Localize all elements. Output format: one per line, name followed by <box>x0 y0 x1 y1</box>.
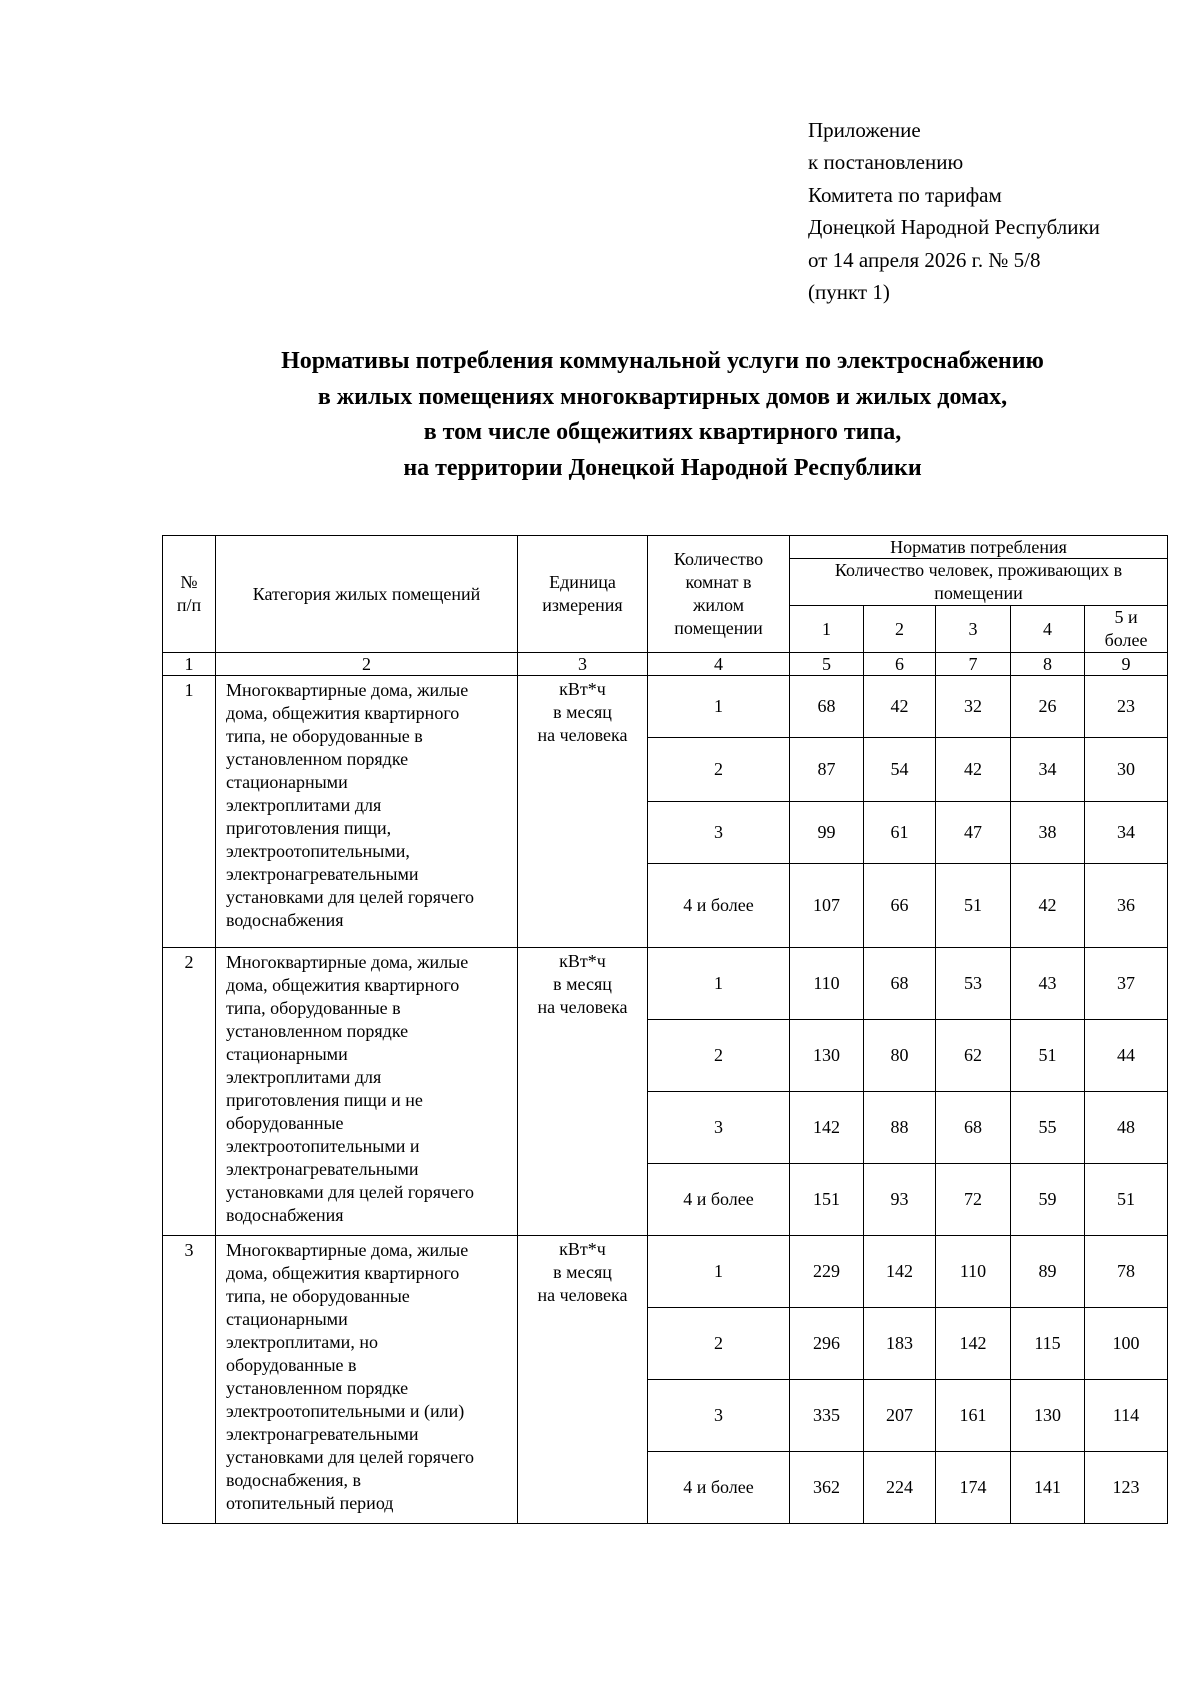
column-number: 1 <box>163 653 216 676</box>
value-cell: 44 <box>1085 1020 1168 1092</box>
rooms-cell: 1 <box>648 948 790 1020</box>
unit-cell <box>518 676 648 948</box>
value-cell: 80 <box>864 1020 936 1092</box>
category-line: установками для целей горячего <box>226 1182 475 1202</box>
header-category: Категория жилых помещений <box>216 536 518 653</box>
value-cell: 88 <box>864 1092 936 1164</box>
category-line: водоснабжения, в <box>226 1470 362 1490</box>
value-cell: 23 <box>1085 676 1168 738</box>
header-unit-line: измерения <box>542 595 623 615</box>
column-number: 6 <box>864 653 936 676</box>
value-cell: 26 <box>1011 676 1085 738</box>
value-cell: 32 <box>936 676 1011 738</box>
value-cell: 48 <box>1085 1092 1168 1164</box>
appendix-line: Приложение <box>808 118 921 142</box>
value-cell: 51 <box>1011 1020 1085 1092</box>
unit-line: на человека <box>537 997 628 1017</box>
header-norm: Норматив потребления <box>790 536 1168 559</box>
unit-cell <box>518 948 648 1236</box>
category-line: электронагревательными <box>226 1424 419 1444</box>
header-people-col: 4 <box>1011 606 1085 653</box>
value-cell: 110 <box>936 1236 1011 1308</box>
row-number: 1 <box>163 676 216 948</box>
header-rooms-line: комнат в <box>685 572 752 592</box>
header-row <box>163 536 1168 559</box>
value-cell: 335 <box>790 1380 864 1452</box>
value-cell: 100 <box>1085 1308 1168 1380</box>
value-cell: 224 <box>864 1452 936 1524</box>
title-line: в том числе общежитиях квартирного типа, <box>423 419 902 445</box>
title-line: Нормативы потребления коммунальной услуги по электроснабжению <box>281 348 1044 374</box>
value-cell: 174 <box>936 1452 1011 1524</box>
value-cell: 34 <box>1085 802 1168 864</box>
category-line: установками для целей горячего <box>226 1447 475 1467</box>
value-cell: 68 <box>936 1092 1011 1164</box>
value-cell: 54 <box>864 738 936 802</box>
appendix-line: Комитета по тарифам <box>808 182 1002 207</box>
header-people-col: 3 <box>936 606 1011 653</box>
value-cell: 114 <box>1085 1380 1168 1452</box>
column-number: 2 <box>216 653 518 676</box>
title-line: на территории Донецкой Народной Республики <box>403 454 922 481</box>
header-people-col-line: более <box>1104 630 1148 650</box>
value-cell: 72 <box>936 1164 1011 1236</box>
value-cell: 110 <box>790 948 864 1020</box>
value-cell: 51 <box>936 864 1011 948</box>
unit-line: на человека <box>537 725 628 745</box>
category-line: электроотопительными, <box>226 841 410 861</box>
category-line: водоснабжения <box>226 910 344 930</box>
rooms-cell: 4 и более <box>648 1452 790 1524</box>
table-body <box>163 536 1168 1524</box>
row-number: 2 <box>163 948 216 1236</box>
value-cell: 55 <box>1011 1092 1085 1164</box>
category-line: оборудованные в <box>226 1355 357 1375</box>
column-number: 5 <box>790 653 864 676</box>
value-cell: 161 <box>936 1380 1011 1452</box>
rooms-cell: 2 <box>648 738 790 802</box>
value-cell: 142 <box>790 1092 864 1164</box>
column-number: 7 <box>936 653 1011 676</box>
header-unit-line: Единица <box>549 572 616 592</box>
category-line: приготовления пищи, <box>226 818 392 838</box>
header-num <box>163 536 216 653</box>
value-cell: 78 <box>1085 1236 1168 1308</box>
header-people-col: 2 <box>864 606 936 653</box>
category-line: установками для целей горячего <box>226 887 475 907</box>
header-people-col: 1 <box>790 606 864 653</box>
value-cell: 68 <box>790 676 864 738</box>
column-number: 9 <box>1085 653 1168 676</box>
value-cell: 42 <box>936 738 1011 802</box>
value-cell: 141 <box>1011 1452 1085 1524</box>
category-line: электронагревательными <box>226 864 419 884</box>
category-line: электроплитами для <box>226 795 382 815</box>
category-line: установленном порядке <box>226 1021 409 1041</box>
column-numbers-row <box>163 653 1168 676</box>
rooms-cell: 3 <box>648 1380 790 1452</box>
header-rooms-line: Количество <box>673 549 764 569</box>
value-cell: 62 <box>936 1020 1011 1092</box>
document-title <box>0 344 1200 486</box>
value-cell: 47 <box>936 802 1011 864</box>
category-line: стационарными <box>226 1309 348 1329</box>
category-cell <box>216 676 518 948</box>
unit-line: кВт*ч <box>559 951 606 971</box>
appendix-line: от 14 апреля 2026 г. № 5/8 <box>808 247 1041 272</box>
category-line: электроотопительными и (или) <box>226 1401 465 1421</box>
column-number: 8 <box>1011 653 1085 676</box>
category-line: Многоквартирные дома, жилые <box>226 1240 469 1260</box>
category-line: дома, общежития квартирного <box>226 975 460 995</box>
value-cell: 59 <box>1011 1164 1085 1236</box>
unit-line: в месяц <box>553 702 612 722</box>
value-cell: 183 <box>864 1308 936 1380</box>
category-line: водоснабжения <box>226 1205 344 1225</box>
appendix-line: Донецкой Народной Республики <box>808 215 1100 240</box>
value-cell: 30 <box>1085 738 1168 802</box>
unit-line: кВт*ч <box>559 1239 606 1259</box>
value-cell: 37 <box>1085 948 1168 1020</box>
category-line: приготовления пищи и не <box>226 1090 423 1110</box>
value-cell: 42 <box>864 676 936 738</box>
category-line: дома, общежития квартирного <box>226 703 460 723</box>
rooms-cell: 2 <box>648 1308 790 1380</box>
value-cell: 151 <box>790 1164 864 1236</box>
header-people-col-line: 5 и <box>1114 607 1138 627</box>
column-number: 3 <box>518 653 648 676</box>
column-number: 4 <box>648 653 790 676</box>
category-line: стационарными <box>226 1044 348 1064</box>
rooms-cell: 4 и более <box>648 1164 790 1236</box>
value-cell: 115 <box>1011 1308 1085 1380</box>
header-people-col <box>1085 606 1168 653</box>
header-unit <box>518 536 648 653</box>
category-line: стационарными <box>226 772 348 792</box>
rooms-cell: 3 <box>648 802 790 864</box>
value-cell: 123 <box>1085 1452 1168 1524</box>
value-cell: 66 <box>864 864 936 948</box>
header-people <box>790 559 1168 606</box>
category-line: электроплитами, но <box>226 1332 378 1352</box>
category-line: Многоквартирные дома, жилые <box>226 952 469 972</box>
category-cell <box>216 948 518 1236</box>
category-line: типа, не оборудованные в <box>226 726 423 746</box>
value-cell: 142 <box>864 1236 936 1308</box>
value-cell: 130 <box>1011 1380 1085 1452</box>
category-line: типа, не оборудованные <box>226 1286 410 1306</box>
row-number: 3 <box>163 1236 216 1524</box>
value-cell: 93 <box>864 1164 936 1236</box>
rooms-cell: 1 <box>648 1236 790 1308</box>
unit-cell <box>518 1236 648 1524</box>
value-cell: 68 <box>864 948 936 1020</box>
category-line: дома, общежития квартирного <box>226 1263 460 1283</box>
category-line: типа, оборудованные в <box>226 998 401 1018</box>
value-cell: 38 <box>1011 802 1085 864</box>
header-rooms-line: помещении <box>674 618 763 638</box>
category-line: электроотопительными и <box>226 1136 420 1156</box>
category-line: электроплитами для <box>226 1067 382 1087</box>
value-cell: 296 <box>790 1308 864 1380</box>
value-cell: 142 <box>936 1308 1011 1380</box>
title-line: в жилых помещениях многоквартирных домов и жилых домах, <box>317 383 1008 410</box>
value-cell: 36 <box>1085 864 1168 948</box>
category-line: Многоквартирные дома, жилые <box>226 680 469 700</box>
table-row <box>163 948 1168 1020</box>
appendix-line: к постановлению <box>808 150 964 175</box>
unit-line: на человека <box>537 1285 628 1305</box>
table-row <box>163 1236 1168 1308</box>
header-people-line: помещении <box>934 583 1023 603</box>
rooms-cell: 3 <box>648 1092 790 1164</box>
value-cell: 34 <box>1011 738 1085 802</box>
category-line: электронагревательными <box>226 1159 419 1179</box>
table-row <box>163 676 1168 738</box>
value-cell: 229 <box>790 1236 864 1308</box>
category-line: оборудованные <box>226 1113 344 1133</box>
value-cell: 42 <box>1011 864 1085 948</box>
value-cell: 53 <box>936 948 1011 1020</box>
value-cell: 362 <box>790 1452 864 1524</box>
header-people-line: Количество человек, проживающих в <box>834 560 1123 580</box>
header-rooms-line: жилом <box>692 595 745 615</box>
value-cell: 87 <box>790 738 864 802</box>
unit-line: в месяц <box>553 974 612 994</box>
norms-table <box>162 535 1168 1524</box>
value-cell: 61 <box>864 802 936 864</box>
unit-line: в месяц <box>553 1262 612 1282</box>
value-cell: 130 <box>790 1020 864 1092</box>
rooms-cell: 4 и более <box>648 864 790 948</box>
unit-line: кВт*ч <box>559 679 606 699</box>
value-cell: 99 <box>790 802 864 864</box>
category-line: отопительный период <box>226 1493 394 1513</box>
value-cell: 107 <box>790 864 864 948</box>
appendix-line: (пункт 1) <box>808 280 890 305</box>
header-rooms <box>648 536 790 653</box>
value-cell: 51 <box>1085 1164 1168 1236</box>
header-num-line: п/п <box>176 595 202 615</box>
value-cell: 207 <box>864 1380 936 1452</box>
header-num-line: № <box>180 572 198 592</box>
value-cell: 89 <box>1011 1236 1085 1308</box>
appendix-block <box>808 114 1100 308</box>
value-cell: 43 <box>1011 948 1085 1020</box>
category-cell <box>216 1236 518 1524</box>
rooms-cell: 1 <box>648 676 790 738</box>
category-line: установленном порядке <box>226 1378 409 1398</box>
category-line: установленном порядке <box>226 749 409 769</box>
rooms-cell: 2 <box>648 1020 790 1092</box>
